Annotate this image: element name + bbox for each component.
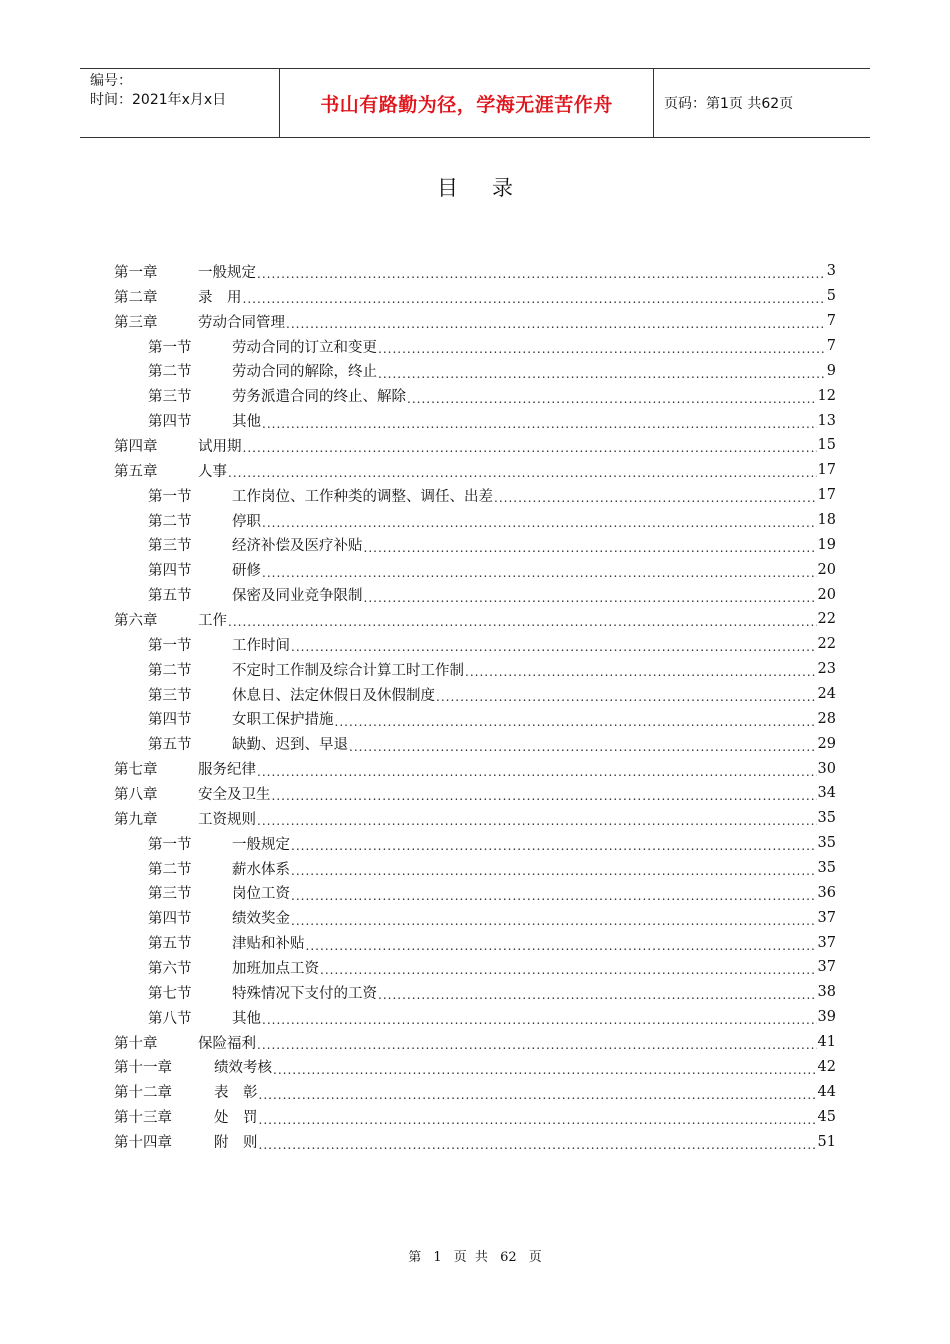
toc-page-number: 17 — [817, 462, 836, 479]
toc-page-number: 37 — [817, 959, 836, 976]
toc-chapter-entry[interactable] — [114, 806, 836, 831]
toc-dot-leader — [259, 1113, 817, 1127]
toc-entry-title: 其他 — [232, 414, 261, 431]
toc-dot-leader — [262, 566, 817, 580]
toc-section-entry[interactable] — [114, 980, 836, 1005]
toc-section-entry[interactable] — [114, 582, 836, 607]
toc-chapter-entry[interactable] — [114, 284, 836, 309]
toc-entry-title: 人事 — [198, 463, 227, 480]
toc-entry-number: 第三节 — [148, 687, 192, 704]
toc-dot-leader — [228, 466, 817, 480]
toc-dot-leader — [378, 367, 826, 381]
toc-dot-leader — [262, 1013, 817, 1027]
toc-page-number: 44 — [817, 1083, 836, 1100]
toc-dot-leader — [407, 392, 817, 406]
toc-page-number: 38 — [817, 984, 836, 1001]
toc-dot-leader — [291, 914, 817, 928]
toc-section-entry[interactable] — [114, 682, 836, 707]
toc-entry-number: 第二节 — [148, 861, 192, 878]
toc-entry-number: 第八章 — [114, 786, 158, 803]
toc-page-number: 12 — [817, 387, 836, 404]
toc-page-number: 17 — [817, 487, 836, 504]
toc-page-number: 19 — [817, 536, 836, 553]
toc-page-number: 29 — [817, 735, 836, 752]
toc-chapter-entry[interactable] — [114, 458, 836, 483]
toc-entry-title: 服务纪律 — [198, 762, 256, 779]
toc-dot-leader — [364, 591, 817, 605]
toc-entry-number: 第四节 — [148, 414, 192, 431]
toc-section-entry[interactable] — [114, 930, 836, 955]
toc-entry-title: 劳动合同的解除，终止 — [232, 364, 377, 381]
toc-section-entry[interactable] — [114, 532, 836, 557]
toc-entry-number: 第十一章 — [114, 1060, 172, 1077]
toc-entry-number: 第十章 — [114, 1035, 158, 1052]
toc-section-entry[interactable] — [114, 856, 836, 881]
toc-dot-leader — [243, 292, 826, 306]
toc-chapter-entry[interactable] — [114, 756, 836, 781]
toc-entry-number: 第九章 — [114, 811, 158, 828]
toc-page-number: 42 — [817, 1058, 836, 1075]
toc-entry-title: 一般规定 — [198, 264, 256, 281]
toc-page-number: 35 — [817, 810, 836, 827]
toc-section-entry[interactable] — [114, 508, 836, 533]
toc-dot-leader — [257, 1038, 817, 1052]
toc-entry-number: 第四节 — [148, 712, 192, 729]
toc-section-entry[interactable] — [114, 905, 836, 930]
toc-entry-title: 津贴和补贴 — [232, 936, 305, 953]
toc-dot-leader — [291, 839, 817, 853]
serial-number-label: 编号： — [90, 73, 132, 89]
toc-page-number: 5 — [826, 288, 836, 305]
toc-section-entry[interactable] — [114, 880, 836, 905]
toc-entry-title: 不定时工作制及综合计算工时工作制 — [232, 662, 464, 679]
toc-chapter-entry[interactable] — [114, 1104, 836, 1129]
toc-page-number: 20 — [817, 561, 836, 578]
toc-page-number: 35 — [817, 860, 836, 877]
toc-dot-leader — [364, 541, 817, 555]
toc-dot-leader — [273, 1063, 817, 1077]
toc-page-number: 41 — [817, 1034, 836, 1051]
toc-section-entry[interactable] — [114, 408, 836, 433]
toc-entry-number: 第四节 — [148, 911, 192, 928]
toc-chapter-entry[interactable] — [114, 309, 836, 334]
toc-section-entry[interactable] — [114, 1005, 836, 1030]
toc-section-entry[interactable] — [114, 483, 836, 508]
toc-page-number: 3 — [826, 263, 836, 280]
toc-dot-leader — [272, 789, 817, 803]
toc-entry-title: 劳动合同的订立和变更 — [232, 339, 377, 356]
toc-entry-title: 劳务派遣合同的终止、解除 — [232, 389, 406, 406]
toc-entry-number: 第三节 — [148, 538, 192, 555]
toc-entry-number: 第十四章 — [114, 1135, 172, 1151]
toc-entry-number: 第十三章 — [114, 1110, 172, 1127]
toc-page-number: 30 — [817, 760, 836, 777]
page-title: 目录 — [437, 176, 547, 200]
document-header — [80, 68, 870, 138]
toc-entry-title: 绩效奖金 — [232, 911, 290, 928]
toc-section-entry[interactable] — [114, 731, 836, 756]
toc-page-number: 36 — [817, 884, 836, 901]
toc-entry-title: 试用期 — [198, 438, 242, 455]
toc-page-number: 22 — [817, 636, 836, 653]
toc-entry-title: 停职 — [232, 513, 261, 530]
toc-entry-title: 表 彰 — [214, 1085, 258, 1102]
toc-dot-leader — [465, 665, 817, 679]
toc-entry-number: 第四章 — [114, 438, 158, 455]
toc-dot-leader — [291, 640, 817, 654]
toc-entry-title: 安全及卫生 — [198, 786, 271, 803]
toc-entry-number: 第一节 — [148, 488, 192, 505]
toc-page-number: 37 — [817, 934, 836, 951]
toc-entry-title: 工作岗位、工作种类的调整、调任、出差 — [232, 488, 493, 505]
toc-dot-leader — [291, 889, 817, 903]
toc-entry-title: 休息日、法定休假日及休假制度 — [232, 687, 435, 704]
toc-page-number: 15 — [817, 437, 836, 454]
toc-entry-title: 特殊情况下支付的工资 — [232, 985, 377, 1002]
toc-entry-number: 第一节 — [148, 637, 192, 654]
toc-chapter-entry[interactable] — [114, 607, 836, 632]
toc-entry-number: 第一章 — [114, 264, 158, 281]
toc-chapter-entry[interactable] — [114, 1030, 836, 1055]
toc-page-number: 51 — [817, 1133, 836, 1150]
footer-prefix: 第 — [408, 1250, 422, 1265]
table-of-contents — [114, 259, 836, 1154]
toc-entry-number: 第二章 — [114, 289, 158, 306]
toc-dot-leader — [291, 864, 817, 878]
toc-entry-title: 劳动合同管理 — [198, 314, 285, 331]
footer-suffix: 页 — [528, 1250, 542, 1265]
toc-dot-leader — [335, 715, 817, 729]
toc-entry-number: 第七节 — [148, 985, 192, 1002]
toc-chapter-entry[interactable] — [114, 1055, 836, 1080]
toc-chapter-entry[interactable] — [114, 1129, 836, 1154]
toc-section-entry[interactable] — [114, 632, 836, 657]
toc-dot-leader — [378, 342, 826, 356]
toc-section-entry[interactable] — [114, 706, 836, 731]
toc-page-number: 45 — [817, 1108, 836, 1125]
toc-dot-leader — [257, 814, 817, 828]
toc-entry-number: 第二节 — [148, 364, 192, 381]
toc-dot-leader — [436, 690, 817, 704]
toc-entry-title: 附 则 — [214, 1135, 258, 1151]
page-footer — [0, 1246, 950, 1265]
toc-entry-title: 缺勤、迟到、早退 — [232, 737, 348, 754]
toc-entry-title: 录 用 — [198, 289, 242, 306]
toc-entry-number: 第三章 — [114, 314, 158, 331]
toc-dot-leader — [257, 267, 826, 281]
date-label: 时间：2021年x月x日 — [90, 92, 227, 108]
footer-mid: 页 共 — [453, 1250, 488, 1265]
toc-dot-leader — [306, 939, 817, 953]
toc-entry-title: 其他 — [232, 1010, 261, 1027]
toc-entry-title: 绩效考核 — [214, 1060, 272, 1077]
toc-entry-number: 第六章 — [114, 612, 158, 629]
footer-total-pages: 62 — [500, 1250, 517, 1265]
toc-dot-leader — [494, 491, 817, 505]
toc-entry-title: 工作 — [198, 612, 227, 629]
toc-entry-number: 第一节 — [148, 836, 192, 853]
toc-section-entry[interactable] — [114, 557, 836, 582]
toc-dot-leader — [349, 740, 817, 754]
toc-entry-title: 经济补偿及医疗补贴 — [232, 538, 363, 555]
toc-entry-title: 薪水体系 — [232, 861, 290, 878]
toc-section-entry[interactable] — [114, 334, 836, 359]
toc-entry-number: 第十二章 — [114, 1085, 172, 1102]
toc-entry-number: 第一节 — [148, 339, 192, 356]
toc-page-number: 22 — [817, 611, 836, 628]
toc-section-entry[interactable] — [114, 955, 836, 980]
toc-page-number: 20 — [817, 586, 836, 603]
toc-entry-number: 第七章 — [114, 762, 158, 779]
toc-entry-title: 加班加点工资 — [232, 960, 319, 977]
toc-dot-leader — [286, 317, 826, 331]
toc-section-entry[interactable] — [114, 657, 836, 682]
toc-dot-leader — [320, 963, 817, 977]
toc-page-number: 13 — [817, 412, 836, 429]
toc-entry-number: 第六节 — [148, 960, 192, 977]
toc-entry-number: 第五节 — [148, 936, 192, 953]
toc-chapter-entry[interactable] — [114, 433, 836, 458]
toc-chapter-entry[interactable] — [114, 781, 836, 806]
header-page-info: 页码：第1页 共62页 — [664, 96, 794, 112]
toc-entry-title: 保密及同业竞争限制 — [232, 588, 363, 605]
footer-current-page: 1 — [433, 1250, 442, 1265]
toc-entry-number: 第二节 — [148, 662, 192, 679]
toc-page-number: 7 — [826, 338, 836, 354]
header-motto: 书山有路勤为径，学海无涯苦作舟 — [280, 69, 654, 137]
toc-section-entry[interactable] — [114, 831, 836, 856]
toc-entry-number: 第四节 — [148, 563, 192, 580]
toc-chapter-entry[interactable] — [114, 259, 836, 284]
toc-section-entry[interactable] — [114, 358, 836, 383]
toc-page-number: 35 — [817, 835, 836, 852]
toc-entry-number: 第三节 — [148, 886, 192, 903]
toc-page-number: 28 — [817, 710, 836, 727]
toc-page-number: 9 — [826, 362, 836, 379]
toc-dot-leader — [259, 1138, 817, 1152]
toc-entry-number: 第五节 — [148, 588, 192, 605]
header-info-cell — [80, 69, 280, 137]
toc-dot-leader — [243, 441, 817, 455]
toc-page-number: 18 — [817, 512, 836, 529]
toc-dot-leader — [378, 988, 817, 1002]
toc-dot-leader — [259, 1088, 817, 1102]
toc-entry-title: 岗位工资 — [232, 886, 290, 903]
toc-chapter-entry[interactable] — [114, 1079, 836, 1104]
toc-dot-leader — [257, 765, 817, 779]
toc-entry-number: 第三节 — [148, 389, 192, 406]
toc-entry-number: 第二节 — [148, 513, 192, 530]
toc-entry-title: 工作时间 — [232, 637, 290, 654]
toc-page-number: 34 — [817, 785, 836, 802]
toc-entry-number: 第五节 — [148, 737, 192, 754]
toc-section-entry[interactable] — [114, 383, 836, 408]
toc-entry-title: 保险福利 — [198, 1035, 256, 1052]
toc-entry-number: 第八节 — [148, 1010, 192, 1027]
toc-entry-title: 工资规则 — [198, 811, 256, 828]
toc-entry-number: 第五章 — [114, 463, 158, 480]
toc-entry-title: 处 罚 — [214, 1110, 258, 1127]
toc-dot-leader — [228, 615, 817, 629]
toc-page-number: 39 — [817, 1009, 836, 1026]
toc-dot-leader — [262, 417, 817, 431]
toc-entry-title: 研修 — [232, 563, 261, 580]
toc-page-number: 24 — [817, 686, 836, 703]
toc-entry-title: 女职工保护措施 — [232, 712, 334, 729]
toc-page-number: 7 — [826, 313, 836, 330]
toc-page-number: 37 — [817, 909, 836, 926]
toc-dot-leader — [262, 516, 817, 530]
toc-entry-title: 一般规定 — [232, 836, 290, 853]
toc-page-number: 23 — [817, 661, 836, 678]
